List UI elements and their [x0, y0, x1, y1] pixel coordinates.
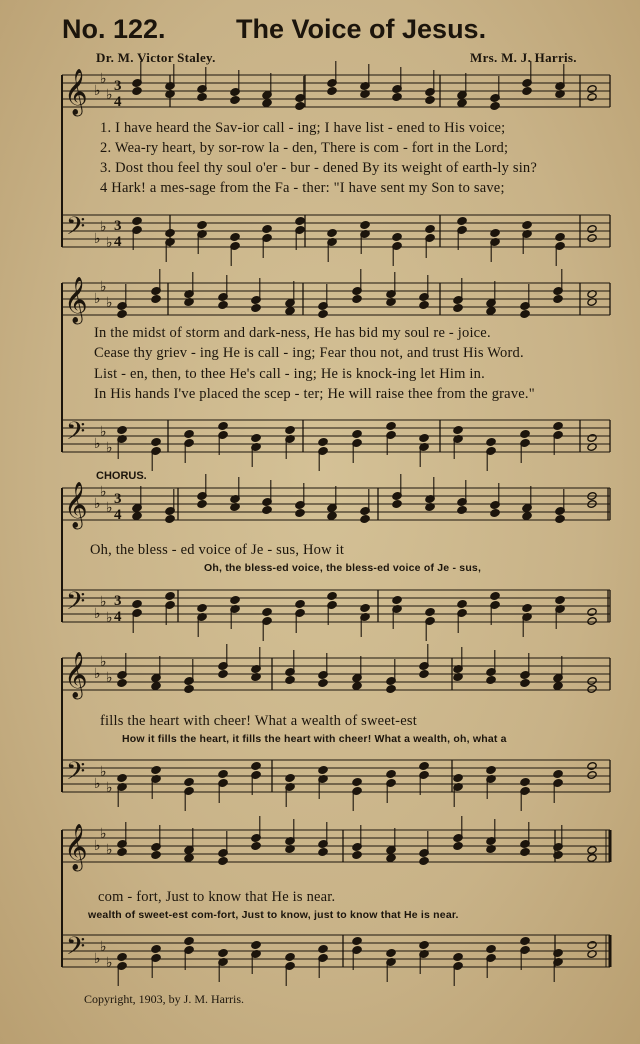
note-head: [457, 506, 467, 515]
flat-sign-icon: ♭: [106, 780, 113, 796]
flat-sign-icon: ♭: [94, 231, 101, 247]
note-head: [587, 677, 597, 686]
note-head: [151, 851, 161, 860]
note-head: [486, 307, 496, 316]
note-head: [587, 846, 597, 855]
note-head: [295, 102, 305, 111]
note-head: [230, 596, 240, 605]
flat-sign-icon: ♭: [106, 235, 113, 251]
note-head: [520, 778, 530, 787]
note-head: [386, 854, 396, 863]
note-head: [327, 229, 337, 238]
flat-sign-icon: ♭: [100, 654, 107, 670]
note-head: [386, 949, 396, 958]
verse-2-line-a: 2. Wea-ry heart, by sor-row la - den, There is com - fort in the Lord;: [100, 140, 509, 156]
flat-sign-icon: ♭: [94, 291, 101, 307]
flat-sign-icon: ♭: [106, 295, 113, 311]
verse-4-line-a: 4 Hark! a mes-sage from the Fa - ther: "I have sent my Son to save;: [100, 180, 505, 196]
note-head: [520, 310, 530, 319]
note-head: [295, 600, 305, 609]
hymn-title: The Voice of Jesus.: [236, 14, 487, 44]
note-head: [453, 426, 463, 435]
note-head: [553, 682, 563, 691]
note-head: [352, 682, 362, 691]
flat-sign-icon: ♭: [94, 606, 101, 622]
chorus-line-3: com - fort, Just to know that He is near.: [98, 889, 336, 905]
note-head: [522, 87, 532, 96]
note-head: [318, 766, 328, 775]
treble-clef-icon: 𝄞: [64, 824, 88, 870]
chorus-line-2-bass: How it fills the heart, it fills the heart with cheer! What a wealth, oh, what a: [122, 733, 507, 745]
note-head: [425, 96, 435, 105]
flat-sign-icon: ♭: [100, 71, 107, 87]
note-head: [587, 234, 597, 243]
verse-1-line-b: In the midst of storm and dark-ness, He has bid my soul re - joice.: [94, 325, 491, 341]
note-head: [490, 102, 500, 111]
hymn-number: No. 122.: [62, 14, 166, 44]
flat-sign-icon: ♭: [100, 279, 107, 295]
note-head: [151, 295, 161, 304]
flat-sign-icon: ♭: [100, 826, 107, 842]
note-head: [453, 842, 463, 851]
note-head: [285, 774, 295, 783]
note-head: [230, 233, 240, 242]
note-head: [251, 304, 261, 313]
note-head: [520, 679, 530, 688]
note-head: [151, 682, 161, 691]
time-signature: 3: [114, 78, 122, 94]
note-head: [218, 857, 228, 866]
flat-sign-icon: ♭: [94, 83, 101, 99]
note-head: [486, 945, 496, 954]
note-head: [184, 430, 194, 439]
flat-sign-icon: ♭: [106, 955, 113, 971]
note-head: [486, 438, 496, 447]
treble-clef-icon: 𝄞: [64, 69, 88, 115]
treble-clef-icon: 𝄞: [64, 277, 88, 323]
treble-clef-icon: 𝄞: [64, 652, 88, 698]
note-head: [132, 217, 142, 226]
note-head: [490, 592, 500, 601]
note-head: [522, 512, 532, 521]
note-head: [285, 953, 295, 962]
time-signature: 4: [114, 234, 122, 250]
note-head: [352, 851, 362, 860]
note-head: [327, 592, 337, 601]
note-head: [352, 430, 362, 439]
note-head: [392, 500, 402, 509]
note-head: [285, 426, 295, 435]
note-head: [285, 676, 295, 685]
note-head: [184, 937, 194, 946]
note-head: [587, 85, 597, 94]
note-head: [132, 87, 142, 96]
note-head: [587, 762, 597, 771]
note-head: [587, 854, 597, 863]
note-head: [197, 221, 207, 230]
note-head: [419, 857, 429, 866]
note-head: [151, 438, 161, 447]
note-head: [520, 848, 530, 857]
note-head: [587, 93, 597, 102]
note-head: [151, 945, 161, 954]
note-head: [295, 217, 305, 226]
note-head: [392, 93, 402, 102]
flat-sign-icon: ♭: [100, 219, 107, 235]
note-head: [262, 506, 272, 515]
note-head: [251, 941, 261, 950]
note-head: [318, 945, 328, 954]
time-signature: 4: [114, 609, 122, 625]
verse-3-line-b: List - en, then, to thee He's call - ing; He is knock-ing let Him in.: [94, 366, 485, 382]
time-signature: 3: [114, 593, 122, 609]
note-head: [360, 515, 370, 524]
note-head: [419, 434, 429, 443]
note-head: [117, 774, 127, 783]
bass-clef-icon: 𝄢: [66, 212, 86, 247]
note-head: [392, 596, 402, 605]
chorus-line-1-bass: Oh, the bless-ed voice, the bless-ed voice of Je - sus,: [204, 562, 482, 574]
note-head: [165, 592, 175, 601]
bass-clef-icon: 𝄢: [66, 757, 86, 792]
note-head: [218, 301, 228, 310]
note-head: [184, 854, 194, 863]
flat-sign-icon: ♭: [94, 776, 101, 792]
chorus-line-3-bass: wealth of sweet-est com-fort, Just to know, just to know that He is near.: [88, 909, 459, 921]
note-head: [555, 515, 565, 524]
note-head: [218, 422, 228, 431]
note-head: [117, 953, 127, 962]
note-head: [486, 766, 496, 775]
flat-sign-icon: ♭: [106, 610, 113, 626]
bass-clef-icon: 𝄢: [66, 932, 86, 967]
note-head: [360, 604, 370, 613]
time-signature: 3: [114, 491, 122, 507]
note-head: [262, 225, 272, 234]
copyright-notice: Copyright, 1903, by J. M. Harris.: [84, 992, 244, 1006]
note-head: [117, 679, 127, 688]
verse-4-line-b: In His hands I've placed the scep - ter; He will raise thee from the grave.": [94, 386, 535, 402]
note-head: [230, 96, 240, 105]
note-head: [386, 770, 396, 779]
note-head: [587, 434, 597, 443]
note-head: [587, 608, 597, 617]
note-head: [425, 225, 435, 234]
chorus-line-2: fills the heart with cheer! What a wealth of sweet-est: [100, 713, 417, 729]
flat-sign-icon: ♭: [100, 764, 107, 780]
note-head: [520, 430, 530, 439]
note-head: [352, 778, 362, 787]
bass-clef-icon: 𝄢: [66, 417, 86, 452]
note-head: [419, 301, 429, 310]
chorus-label: CHORUS.: [96, 470, 147, 482]
verse-3-line-a: 3. Dost thou feel thy soul o'er - bur - dened By its weight of earth-ly sin?: [100, 160, 538, 176]
note-head: [486, 676, 496, 685]
note-head: [327, 87, 337, 96]
note-head: [453, 304, 463, 313]
note-head: [419, 670, 429, 679]
note-head: [392, 233, 402, 242]
note-head: [117, 310, 127, 319]
note-head: [587, 941, 597, 950]
author-credit: Mrs. M. J. Harris.: [470, 50, 577, 65]
note-head: [318, 848, 328, 857]
note-head: [184, 778, 194, 787]
time-signature: 4: [114, 94, 122, 110]
note-head: [587, 685, 597, 694]
flat-sign-icon: ♭: [106, 500, 113, 516]
bass-clef-icon: 𝄢: [66, 587, 86, 622]
note-head: [295, 509, 305, 518]
note-head: [360, 221, 370, 230]
note-head: [553, 295, 563, 304]
note-head: [457, 600, 467, 609]
note-head: [285, 307, 295, 316]
flat-sign-icon: ♭: [106, 842, 113, 858]
note-head: [327, 512, 337, 521]
note-head: [218, 949, 228, 958]
time-signature: 4: [114, 507, 122, 523]
note-head: [117, 426, 127, 435]
flat-sign-icon: ♭: [100, 484, 107, 500]
note-head: [457, 99, 467, 108]
note-head: [352, 937, 362, 946]
note-head: [165, 229, 175, 238]
note-head: [386, 422, 396, 431]
note-head: [262, 608, 272, 617]
note-head: [165, 515, 175, 524]
note-head: [425, 608, 435, 617]
composer-credit: Dr. M. Victor Staley.: [96, 50, 216, 65]
note-head: [386, 685, 396, 694]
flat-sign-icon: ♭: [100, 939, 107, 955]
note-head: [453, 774, 463, 783]
note-head: [419, 941, 429, 950]
chorus-line-1: Oh, the bless - ed voice of Je - sus, How it: [90, 542, 345, 558]
note-head: [251, 434, 261, 443]
flat-sign-icon: ♭: [106, 87, 113, 103]
note-head: [553, 422, 563, 431]
note-head: [197, 500, 207, 509]
flat-sign-icon: ♭: [94, 838, 101, 854]
flat-sign-icon: ♭: [100, 424, 107, 440]
note-head: [352, 295, 362, 304]
note-head: [218, 770, 228, 779]
note-head: [318, 438, 328, 447]
note-head: [490, 509, 500, 518]
note-head: [262, 99, 272, 108]
note-head: [457, 217, 467, 226]
note-head: [522, 604, 532, 613]
note-head: [587, 771, 597, 780]
note-head: [555, 233, 565, 242]
verse-2-line-b: Cease thy griev - ing He is call - ing; Fear thou not, and trust His Word.: [94, 345, 524, 361]
flat-sign-icon: ♭: [94, 951, 101, 967]
note-head: [132, 600, 142, 609]
note-head: [555, 596, 565, 605]
note-head: [251, 842, 261, 851]
flat-sign-icon: ♭: [94, 436, 101, 452]
note-head: [132, 512, 142, 521]
note-head: [117, 848, 127, 857]
note-head: [318, 679, 328, 688]
note-head: [587, 225, 597, 234]
flat-sign-icon: ♭: [94, 666, 101, 682]
note-head: [184, 685, 194, 694]
flat-sign-icon: ♭: [94, 496, 101, 512]
note-head: [151, 766, 161, 775]
note-head: [553, 770, 563, 779]
note-head: [587, 617, 597, 626]
note-head: [520, 937, 530, 946]
note-head: [251, 762, 261, 771]
note-head: [490, 229, 500, 238]
flat-sign-icon: ♭: [106, 670, 113, 686]
note-head: [419, 762, 429, 771]
note-head: [218, 670, 228, 679]
note-head: [318, 310, 328, 319]
flat-sign-icon: ♭: [100, 594, 107, 610]
flat-sign-icon: ♭: [106, 440, 113, 456]
note-head: [197, 604, 207, 613]
verse-1-line-a: 1. I have heard the Sav-ior call - ing; I have list - ened to His voice;: [100, 120, 506, 136]
note-head: [522, 221, 532, 230]
treble-clef-icon: 𝄞: [64, 482, 88, 528]
time-signature: 3: [114, 218, 122, 234]
note-head: [453, 953, 463, 962]
note-head: [197, 93, 207, 102]
